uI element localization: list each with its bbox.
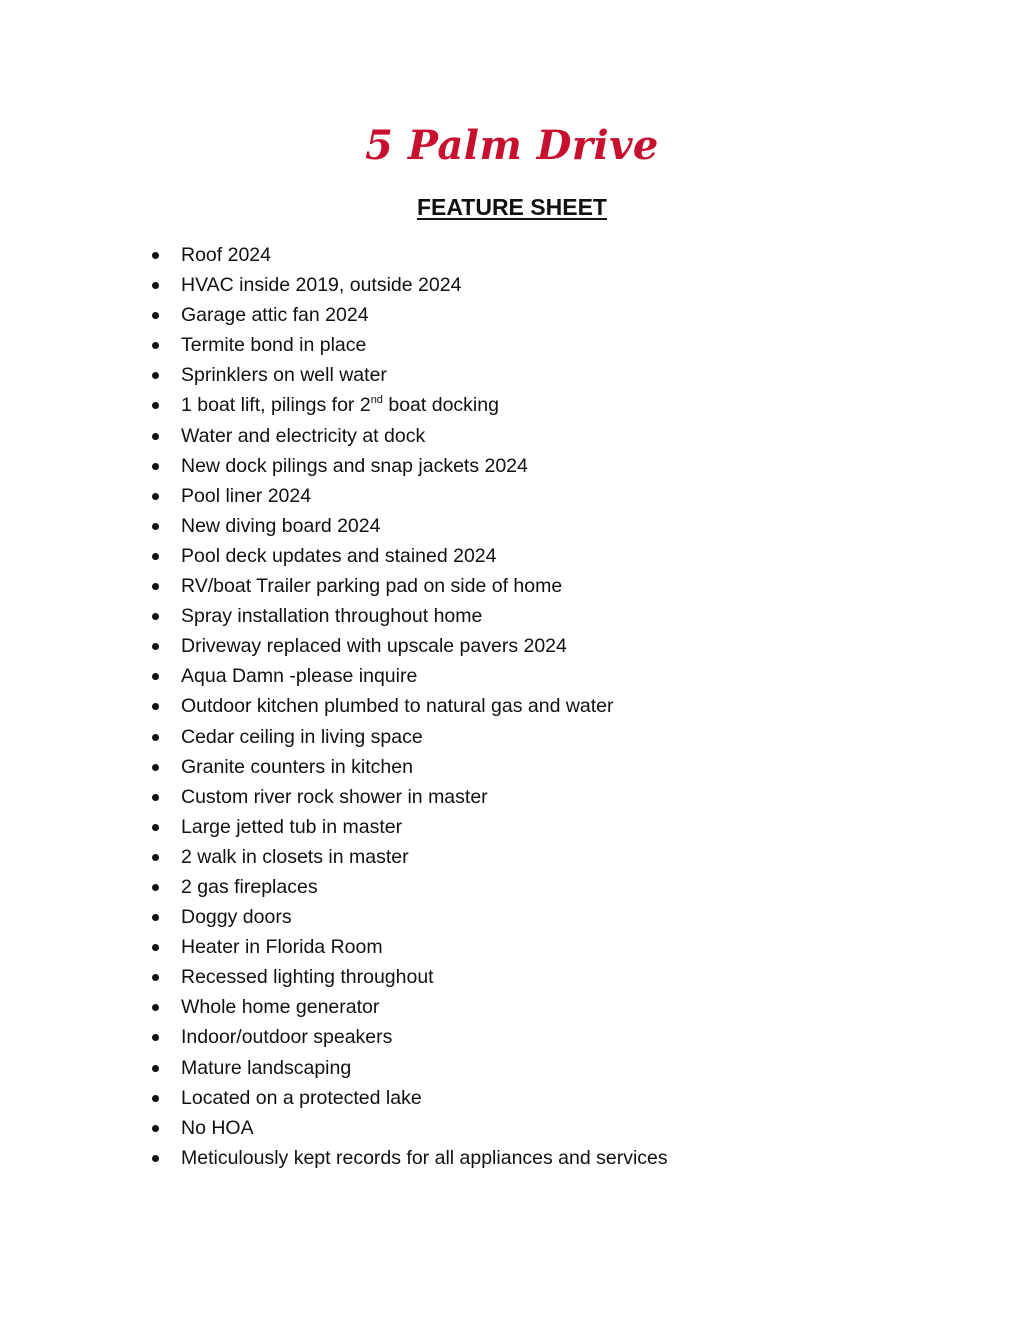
feature-item — [152, 902, 668, 932]
feature-text: Cedar ceiling in living space — [181, 725, 423, 748]
feature-item — [152, 962, 668, 992]
feature-text: Roof 2024 — [181, 244, 271, 266]
feature-text: Custom river rock shower in master — [181, 785, 488, 808]
bullet-icon — [152, 974, 159, 981]
feature-text: Outdoor kitchen plumbed to natural gas and water — [181, 695, 614, 718]
feature-text: Spray installation throughout home — [181, 605, 483, 628]
feature-item — [152, 240, 668, 270]
feature-text: Recessed lighting throughout — [181, 966, 434, 989]
feature-item — [152, 541, 668, 571]
feature-text: New diving board 2024 — [181, 514, 381, 537]
bullet-icon — [152, 1125, 159, 1132]
feature-item — [152, 661, 668, 691]
feature-text: Indoor/outdoor speakers — [181, 1026, 393, 1049]
feature-item — [152, 992, 668, 1022]
feature-text: Driveway replaced with upscale pavers 2024 — [181, 635, 567, 658]
bullet-icon — [152, 463, 159, 470]
feature-item — [152, 360, 668, 390]
feature-text: Garage attic fan 2024 — [181, 304, 369, 327]
bullet-icon — [152, 764, 159, 771]
feature-item — [152, 782, 668, 812]
bullet-icon — [152, 1004, 159, 1011]
bullet-icon — [152, 372, 159, 379]
feature-text: Pool liner 2024 — [181, 484, 312, 507]
bullet-icon — [152, 493, 159, 500]
feature-item — [152, 872, 668, 902]
feature-text: 2 walk in closets in master — [181, 845, 409, 868]
bullet-icon — [152, 613, 159, 620]
bullet-icon — [152, 282, 159, 289]
feature-item — [152, 932, 668, 962]
feature-item — [152, 691, 668, 721]
feature-item — [152, 451, 668, 481]
bullet-icon — [152, 673, 159, 680]
bullet-icon — [152, 703, 159, 710]
bullet-icon — [152, 734, 159, 741]
feature-text: RV/boat Trailer parking pad on side of home — [181, 575, 563, 598]
bullet-icon — [152, 1034, 159, 1041]
bullet-icon — [152, 643, 159, 650]
feature-text-part: 1 boat lift, pilings for 2 — [181, 394, 371, 417]
feature-text: No HOA — [181, 1116, 254, 1139]
feature-item — [152, 722, 668, 752]
feature-text: Located on a protected lake — [181, 1086, 422, 1109]
bullet-icon — [152, 1155, 159, 1162]
page-subtitle: FEATURE SHEET — [417, 194, 607, 220]
feature-text: Termite bond in place — [181, 334, 367, 357]
feature-text: Water and electricity at dock — [181, 424, 426, 447]
feature-item — [152, 270, 668, 300]
feature-item — [152, 300, 668, 330]
bullet-icon — [152, 312, 159, 319]
feature-text — [181, 394, 499, 416]
feature-text: Pool deck updates and stained 2024 — [181, 544, 497, 567]
bullet-icon — [152, 433, 159, 440]
feature-text: Doggy doors — [181, 906, 292, 929]
bullet-icon — [152, 884, 159, 891]
feature-superscript: nd — [370, 394, 383, 407]
bullet-icon — [152, 854, 159, 861]
feature-text: HVAC inside 2019, outside 2024 — [181, 274, 462, 297]
feature-item — [152, 1113, 668, 1143]
feature-item — [152, 1022, 668, 1052]
feature-text: Sprinklers on well water — [181, 364, 387, 387]
feature-item — [152, 812, 668, 842]
bullet-icon — [152, 944, 159, 951]
feature-text: Granite counters in kitchen — [181, 755, 413, 778]
bullet-icon — [152, 252, 159, 259]
bullet-icon — [152, 553, 159, 560]
feature-item — [152, 330, 668, 360]
bullet-icon — [152, 402, 159, 409]
feature-item — [152, 1143, 668, 1173]
bullet-icon — [152, 1095, 159, 1102]
feature-item — [152, 842, 668, 872]
feature-item — [152, 601, 668, 631]
feature-text: Whole home generator — [181, 996, 380, 1019]
feature-item — [152, 631, 668, 661]
bullet-icon — [152, 342, 159, 349]
feature-item — [152, 571, 668, 601]
feature-item — [152, 752, 668, 782]
feature-item — [152, 1083, 668, 1113]
feature-item — [152, 390, 668, 420]
feature-text: Large jetted tub in master — [181, 815, 403, 838]
page-title: 5 Palm Drive — [365, 122, 659, 169]
feature-item — [152, 511, 668, 541]
bullet-icon — [152, 583, 159, 590]
feature-text: New dock pilings and snap jackets 2024 — [181, 454, 528, 477]
feature-text: Heater in Florida Room — [181, 936, 383, 959]
bullet-icon — [152, 794, 159, 801]
bullet-icon — [152, 523, 159, 530]
bullet-icon — [152, 914, 159, 921]
feature-text-part: boat docking — [382, 394, 499, 417]
feature-text: 2 gas fireplaces — [181, 875, 318, 898]
feature-item — [152, 481, 668, 511]
feature-item — [152, 1053, 668, 1083]
feature-text: Aqua Damn -please inquire — [181, 665, 418, 688]
feature-text: Mature landscaping — [181, 1056, 352, 1079]
feature-item — [152, 421, 668, 451]
feature-list — [152, 240, 668, 1173]
feature-text: Meticulously kept records for all appliances and services — [181, 1146, 668, 1169]
bullet-icon — [152, 1065, 159, 1072]
bullet-icon — [152, 824, 159, 831]
